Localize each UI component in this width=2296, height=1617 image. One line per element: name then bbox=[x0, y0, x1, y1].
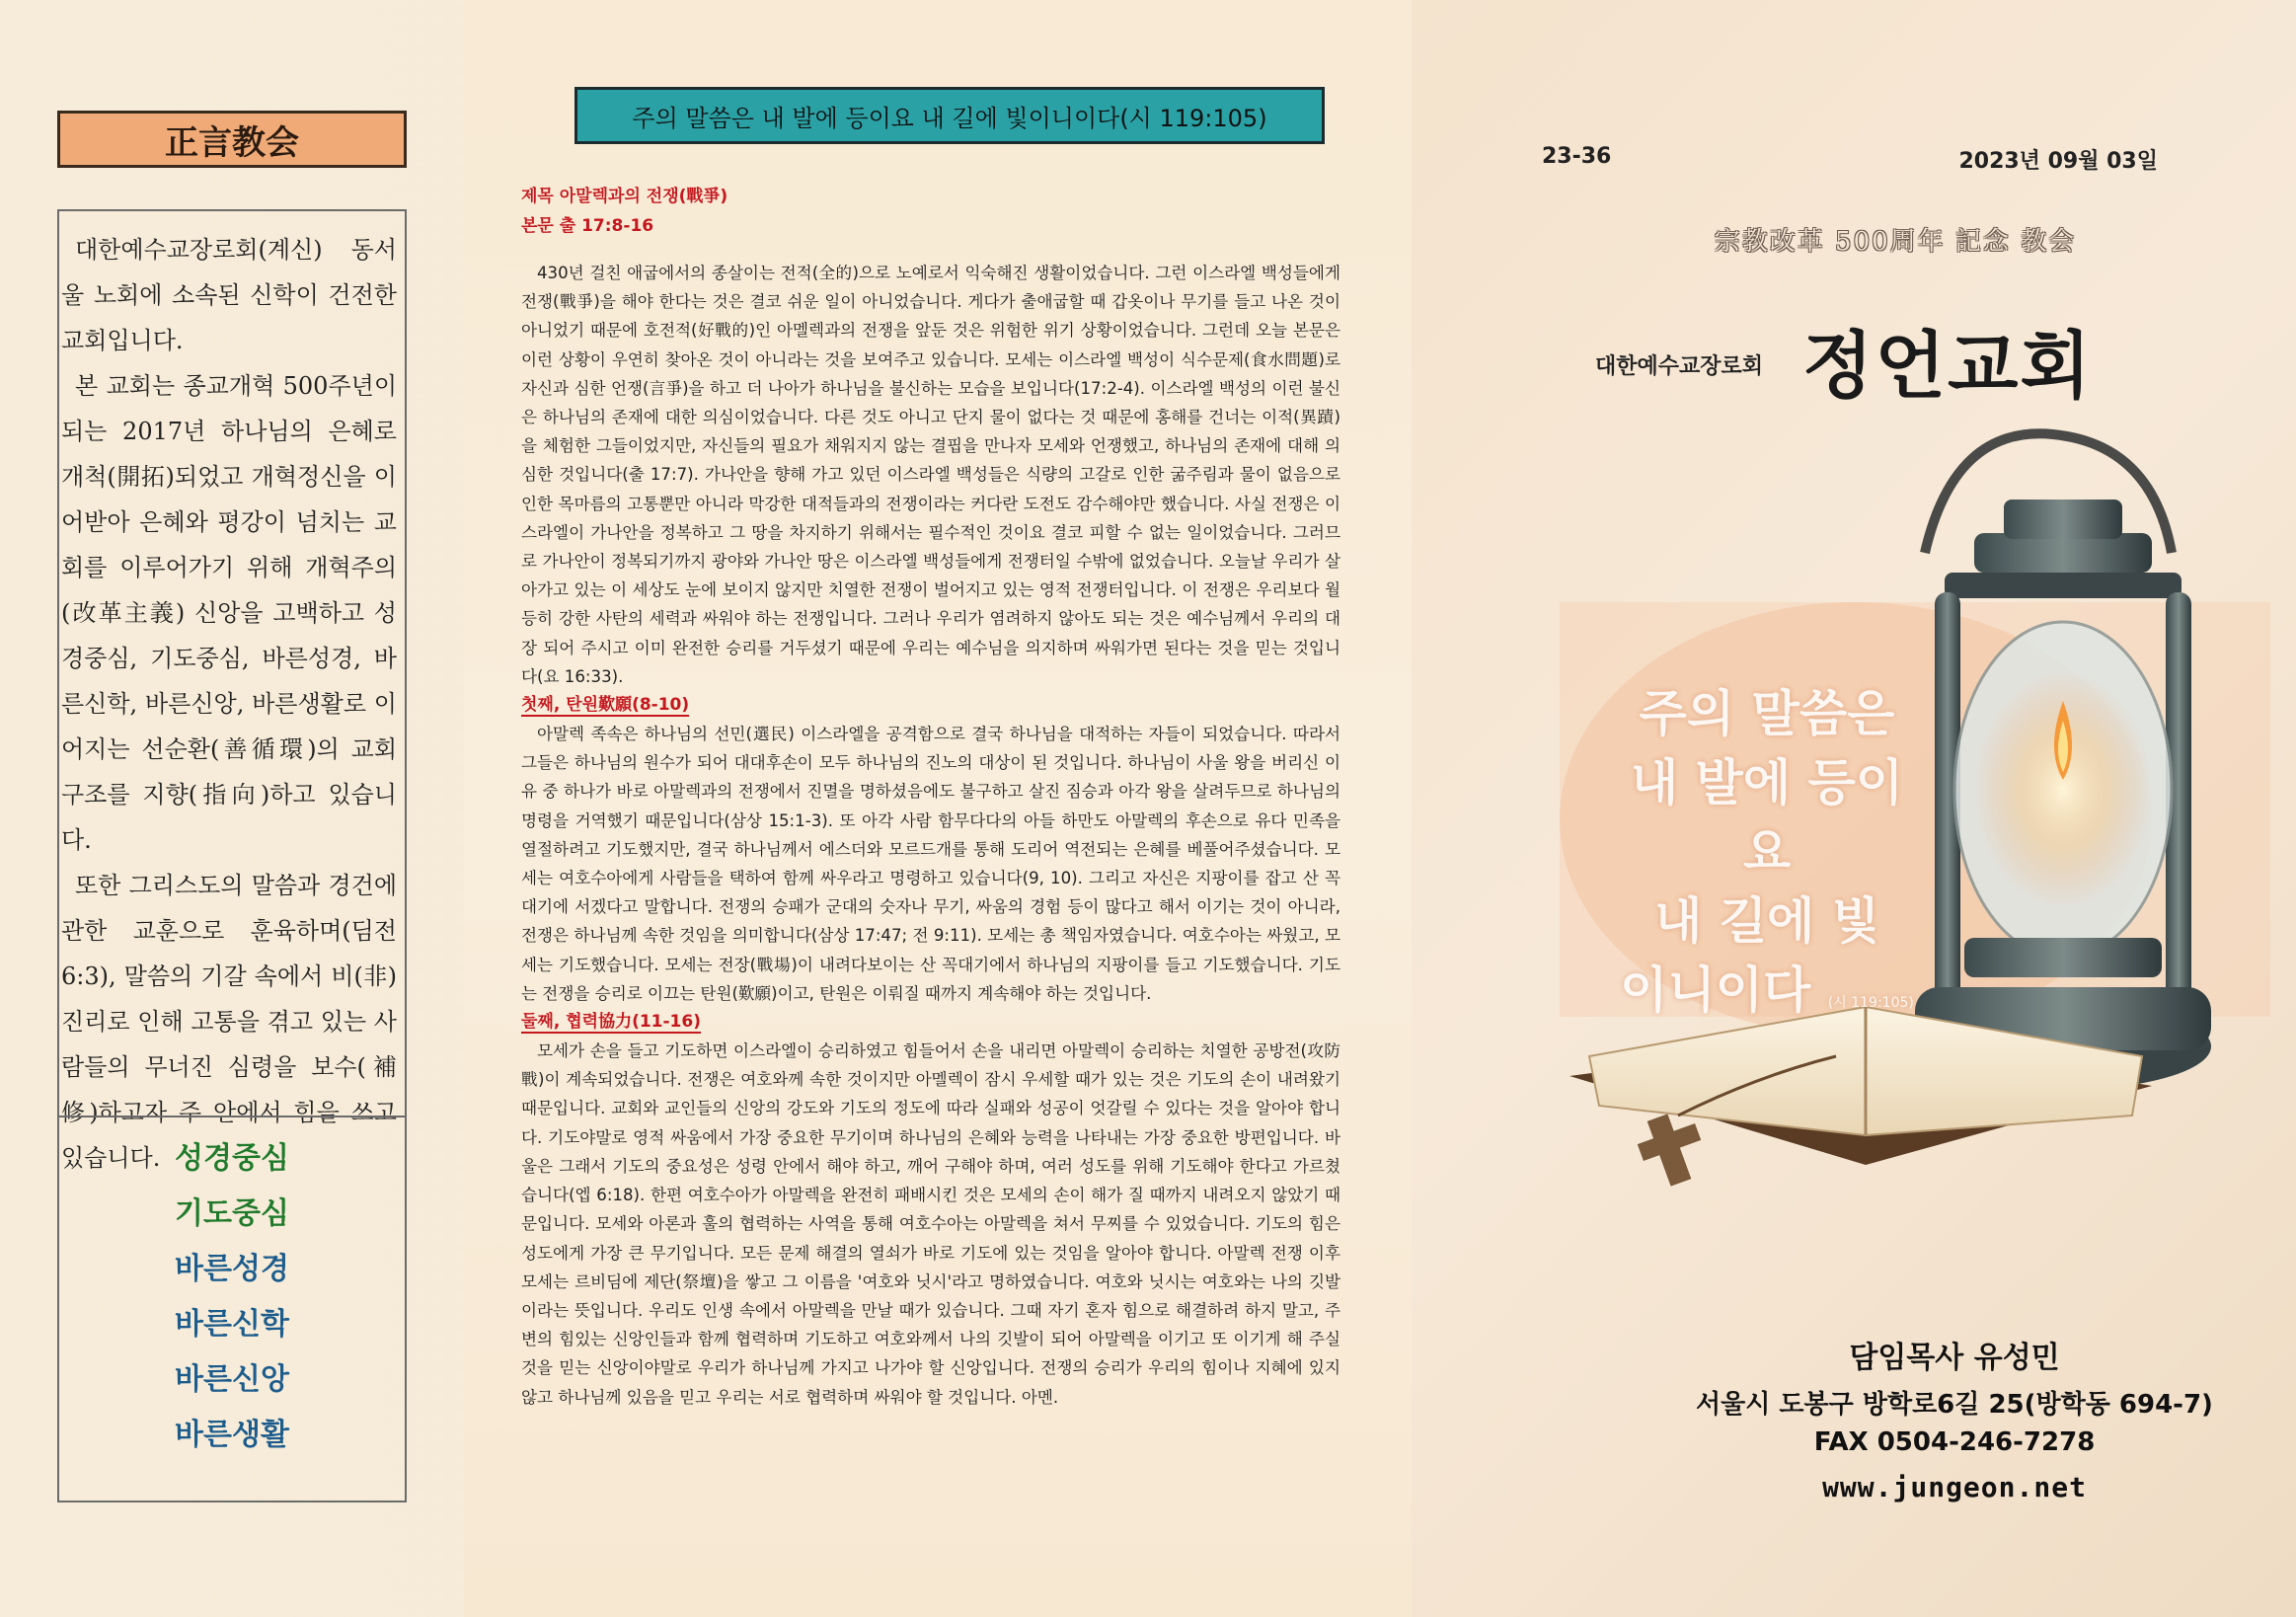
intro-paragraph: 또한 그리스도의 말씀과 경건에 관한 교훈으로 훈육하며(딤전 6:3), 말씀의 기갈 속에서 비(非) 진리로 인해 고통을 겪고 있는 사람들의 무너진 심령을 보수(補修)하고자 주 안에서 힘을 쓰고 있습니다. bbox=[61, 872, 397, 1172]
left-panel bbox=[0, 0, 464, 1617]
intro-paragraph: 본 교회는 종교개혁 500주년이 되는 2017년 하나님의 은혜로 개척(開拓)되었고 개혁정신을 이어받아 은혜와 평강이 넘치는 교회를 이루어가기 위해 개혁주의(改革主義) 신앙을 고백하고 성경중심, 기도중심, 바른성경, 바른신학, 바른신앙, 바른생활로 이어지는 선순환(善循環)의 교회 구조를 지향(指向)하고 있습니다. bbox=[61, 372, 397, 854]
illustration-verse bbox=[1619, 679, 1915, 1038]
core-value: 바른신앙 bbox=[175, 1362, 289, 1397]
illustration-verse-ref: (시 119:105) bbox=[1827, 995, 1914, 1011]
core-values-list bbox=[59, 1131, 405, 1463]
church-intro bbox=[61, 227, 397, 1181]
church-name-tag: 正言教会 bbox=[57, 111, 407, 168]
illustration-verse-end: 이니이다 bbox=[1620, 962, 1811, 1019]
sermon-body bbox=[521, 259, 1340, 1412]
illustration-verse-line bbox=[1619, 956, 1915, 1038]
issue-number: 23-36 bbox=[1542, 144, 1612, 169]
sermon-panel bbox=[464, 0, 1412, 1617]
church-intro-box bbox=[57, 209, 407, 1502]
core-value: 기도중심 bbox=[175, 1196, 289, 1231]
core-value: 성경중심 bbox=[175, 1141, 289, 1176]
illustration-verse-line: 주의 말씀은 bbox=[1639, 685, 1895, 742]
section-heading-text: 첫째, 탄원歎願(8-10) bbox=[521, 695, 690, 716]
illustration-verse-line: 내 발에 등이요 bbox=[1630, 754, 1904, 881]
denomination: 대한예수교장로회 bbox=[1595, 354, 1764, 379]
sermon-text: 본문 출 17:8-16 bbox=[521, 216, 654, 236]
sermon-paragraph: 아말렉 족속은 하나님의 선민(選民) 이스라엘을 공격함으로 결국 하나님을 대적하는 자들이 되었습니다. 따라서 그들은 하나님의 원수가 되어 대대후손이 모두 하나님의 진노의 대상이 된 것입니다. 하나님이 사울 왕을 버리신 이유 중 하나가 바로 아말렉과의 전쟁에서 진멸을 명하셨음에도 불구하고 살진 짐승과 아각 왕을 살려두므로 하나님의 명령을 거역했기 때문입니다(삼상 15:1-3). 또 아각 사람 함무다다의 아들 하만도 아말렉의 후손으로 유다 민족을 열절하려고 기도했지만, 결국 하나님께서 에스더와 모르드개를 통해 도리어 역전되는 은혜를 베풀어주셨습니다. 모세는 여호수아에게 사람들을 택하여 함께 싸우라고 명령하고 있습니다(9, 10). 그리고 자신은 지팡이를 잡고 산 꼭대기에 서겠다고 말합니다. 전쟁의 승패가 군대의 숫자나 무기, 싸움의 경험 등이 많다고 해서 이기는 것이 아니라, 전쟁은 하나님께 속한 것임을 의미합니다(삼상 17:47; 전 9:11). 모세는 총 책임자였습니다. 여호수아는 싸웠고, 모세는 기도했습니다. 모세는 전장(戰場)이 내려다보이는 산 꼭대기에서 하나님의 지팡이를 들고 기도했습니다. 기도는 전쟁을 승리로 이끄는 탄원(歎願)이고, 탄원은 이뤄질 때까지 계속해야 하는 것입니다. bbox=[521, 725, 1340, 1003]
core-value: 바른생활 bbox=[175, 1418, 289, 1452]
website-link[interactable]: www.jungeon.net bbox=[1822, 1471, 2087, 1503]
bulletin-date: 2023년 09월 03일 bbox=[1958, 149, 2158, 174]
church-address: 서울시 도봉구 방학로6길 25(방학동 694-7) bbox=[1696, 1390, 2213, 1420]
pastor-name: 담임목사 유성민 bbox=[1849, 1341, 2060, 1375]
fax-number: FAX 0504-246-7278 bbox=[1813, 1427, 2096, 1457]
church-name: 정언교회 bbox=[1802, 324, 2093, 409]
section-heading bbox=[521, 1008, 1340, 1037]
intro-paragraph: 대한예수교장로회(계신) 동서울 노회에 소속된 신학이 건전한 교회입니다. bbox=[61, 236, 397, 354]
section-heading bbox=[521, 691, 1340, 720]
cover-subtitle: 宗教改革 500周年 記念 教会 bbox=[1714, 227, 2077, 257]
core-value: 바른성경 bbox=[175, 1252, 289, 1286]
sermon-title: 제목 아말렉과의 전쟁(戰爭) bbox=[521, 187, 728, 206]
cover-panel bbox=[1412, 0, 2296, 1617]
illustration-verse-line: 내 길에 빛 bbox=[1653, 892, 1879, 950]
sermon-paragraph: 모세가 손을 들고 기도하면 이스라엘이 승리하였고 힘들어서 손을 내리면 아말렉이 승리하는 치열한 공방전(攻防戰)이 계속되었습니다. 전쟁은 여호와께 속한 것이지만 아멜렉이 잠시 우세할 때가 있는 것은 기도의 손이 내려왔기 때문입니다. 교회와 교인들의 신앙의 강도와 기도의 정도에 따라 실패와 성공이 엇갈릴 수 있다는 것을 알아야 합니다. 기도야말로 영적 싸움에서 가장 중요한 무기이며 하나님의 은혜와 능력을 나타내는 가장 중요한 방편입니다. 바울은 그래서 기도의 중요성은 성령 안에서 해야 하고, 깨어 구해야 하며, 여러 성도를 위해 기도해야 한다고 가르쳤습니다(엡 6:18). 한편 여호수아가 아말렉을 완전히 패배시킨 것은 모세의 손이 해가 질 때까지 내려오지 않았기 때문입니다. 모세와 아론과 훌의 협력하는 사역을 통해 여호수아는 아말렉을 쳐서 무찌를 수 있었습니다. 기도의 힘은 성도에게 가장 큰 무기입니다. 모든 문제 해결의 열쇠가 바로 기도에 있는 것임을 알아야 합니다. 아말렉 전쟁 이후 모세는 르비딤에 제단(祭壇)을 쌓고 그 이름을 '여호와 닛시'라고 명하였습니다. 여호와 닛시는 여호와는 나의 깃발이라는 뜻입니다. 우리도 인생 속에서 아말렉을 만날 때가 있습니다. 그때 자기 혼자 힘으로 해결하려 하지 말고, 주변의 힘있는 신앙인들과 함께 협력하며 기도하고 여호와께서 나의 깃발이 되어 아말렉을 이기고 또 이기게 해 주실 것을 믿는 신앙이야말로 우리가 하나님께 가지고 나가야 할 신앙입니다. 전쟁의 승리가 우리의 힘이나 지혜에 있지 않고 하나님께 있음을 믿고 우리는 서로 협력하며 싸워야 할 것입니다. 아멘. bbox=[521, 1041, 1341, 1407]
core-value: 바른신학 bbox=[175, 1307, 289, 1342]
section-heading-text: 둘째, 협력協力(11-16) bbox=[521, 1012, 701, 1033]
divider bbox=[59, 1116, 405, 1117]
verse-banner: 주의 말씀은 내 발에 등이요 내 길에 빛이니이다(시 119:105) bbox=[574, 87, 1325, 144]
sermon-paragraph: 430년 걸친 애굽에서의 종살이는 전적(全的)으로 노예로서 익숙해진 생활이었습니다. 그런 이스라엘 백성들에게 전쟁(戰爭)을 해야 한다는 것은 결코 쉬운 일이 아니었습니다. 게다가 출애굽할 때 갑옷이나 무기를 들고 나온 것이 아니었기 때문에 호전적(好戰的)인 아멜렉과의 전쟁을 앞둔 것은 위험한 위기 상황이었습니다. 그런데 오늘 본문은 이런 상황이 우연히 찾아온 것이 아니라는 것을 보여주고 있습니다. 모세는 이스라엘 백성이 식수문제(食水問題)로 자신과 심한 언쟁(言爭)을 하고 더 나아가 하나님을 불신하는 모습을 보입니다(17:2-4). 이스라엘 백성의 이런 불신은 하나님의 존재에 대한 의심이었습니다. 다른 것도 아니고 단지 물이 없다는 것 때문에 홍해를 건너는 이적(異蹟)을 체험한 그들이었지만, 자신들의 필요가 채워지지 않는 결핍을 만나자 모세와 언쟁했고, 하나님의 존재에 대해 의심한 것입니다(출 17:7). 가나안을 향해 가고 있던 이스라엘 백성들은 식량의 고갈로 인한 굶주림과 물이 없음으로 인한 목마름의 고통뿐만 아니라 막강한 대적들과의 전쟁이라는 커다란 도전도 감수해야만 했습니다. 사실 전쟁은 이스라엘이 가나안을 정복하고 그 땅을 차지하기 위해서는 필수적인 것이요 결코 피할 수 없는 일이었습니다. 그러므로 가나안이 정복되기까지 광야와 가나안 땅은 이스라엘 백성들에게 전쟁터일 수밖에 없었습니다. 오늘날 우리가 살아가고 있는 이 세상도 눈에 보이지 않지만 치열한 전쟁이 벌어지고 있는 영적 전쟁터입니다. 이 전쟁은 우리보다 월등히 강한 사탄의 세력과 싸워야 하는 전쟁입니다. 그러나 우리가 염려하지 않아도 되는 것은 예수님께서 우리의 대장 되어 주시고 이미 완전한 승리를 거두셨기 때문에 우리는 예수님을 의지하며 싸워가면 된다는 것을 믿는 것입니다(요 16:33). bbox=[521, 264, 1340, 686]
sermon-header bbox=[521, 182, 727, 241]
